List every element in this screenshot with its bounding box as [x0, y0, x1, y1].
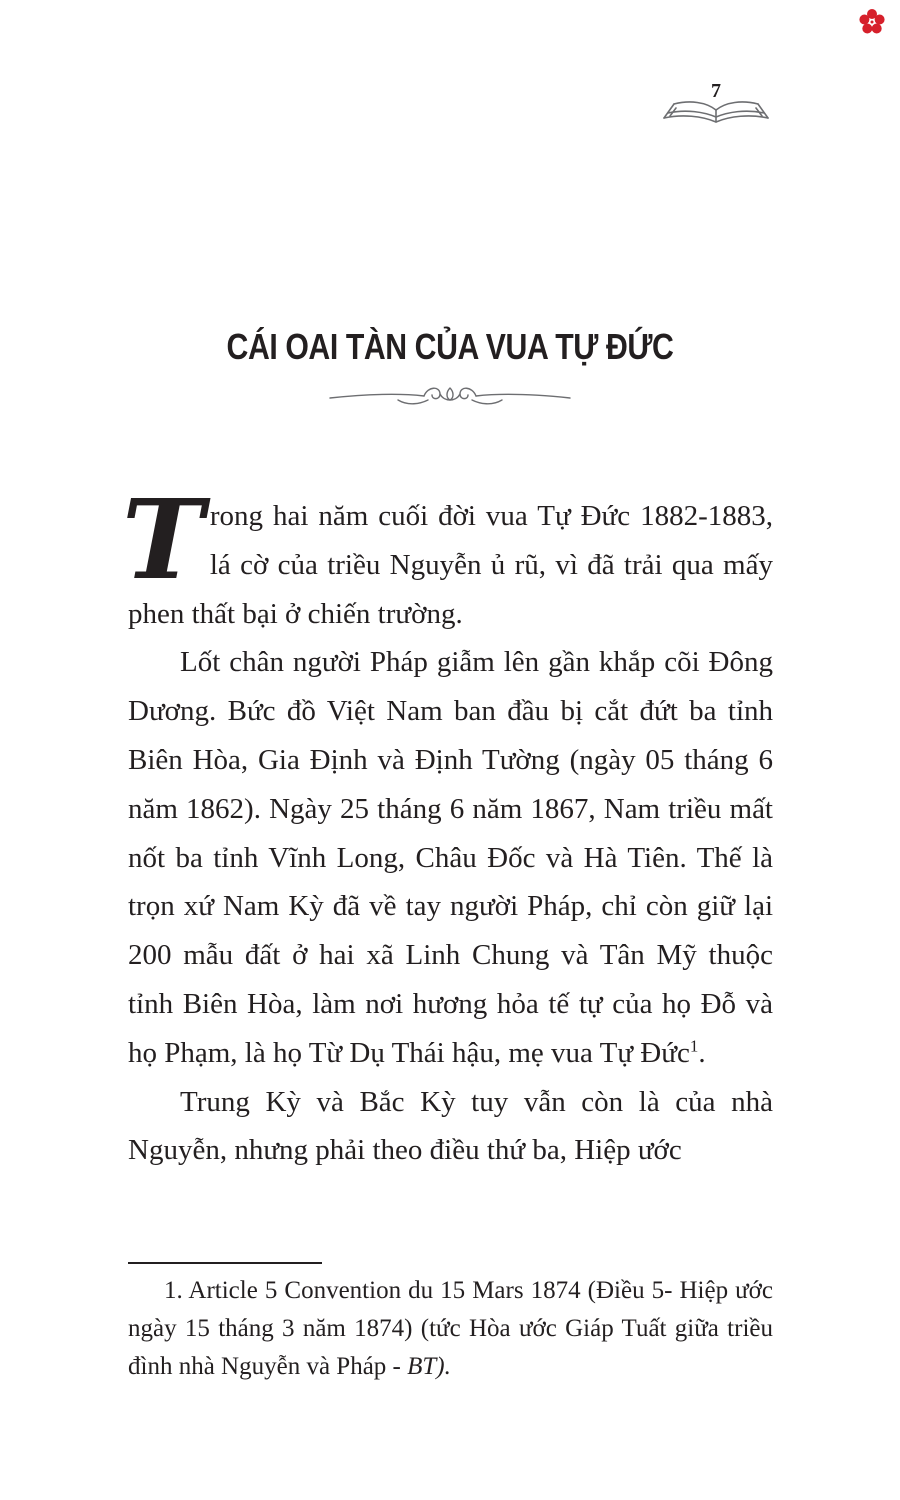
page-number: 7 [711, 80, 721, 102]
flourish-divider-icon [328, 380, 572, 412]
paragraph-3 [128, 1078, 773, 1176]
footnote-divider [128, 1262, 322, 1264]
drop-cap: T [122, 475, 204, 604]
paragraph-2-end: . [698, 1036, 706, 1069]
footnote-italic-suffix: BT). [407, 1353, 451, 1380]
paragraph-1 [122, 475, 773, 638]
paragraph-1-text: rong hai năm cuối đời vua Tự Đức 1882-1883, lá cờ của triều Nguyễn ủ rũ, vì đã trải qua mấy phen thất bại ở chiến trường. [128, 500, 773, 630]
chapter-title: CÁI OAI TÀN CỦA VUA TỰ ĐỨC [226, 326, 674, 367]
body-text [122, 475, 773, 1175]
paragraph-2 [128, 638, 773, 1077]
paragraph-3-text: Trung Kỳ và Bắc Kỳ tuy vẫn còn là của nhà Nguyễn, nhưng phải theo điều thứ ba, Hiệp ước [128, 1085, 773, 1167]
flower-icon [858, 8, 886, 36]
footnote [128, 1272, 773, 1386]
footnote-reference[interactable]: 1 [689, 1036, 699, 1056]
footnote-text: 1. Article 5 Convention du 15 Mars 1874 (Điều 5- Hiệp ước ngày 15 tháng 3 năm 1874) (tức Hòa ước Giáp Tuất giữa triều đình nhà Nguyễn và Pháp - [128, 1277, 773, 1380]
page-header [660, 72, 772, 128]
paragraph-2-text: Lốt chân người Pháp giẫm lên gần khắp cõi Đông Dương. Bức đồ Việt Nam ban đầu bị cắt đứt ba tỉnh Biên Hòa, Gia Định và Định Tường (ngày 05 tháng 6 năm 1862). Ngày 25 tháng 6 năm 1867, Nam triều mất nốt ba tỉnh Vĩnh Long, Châu Đốc và Hà Tiên. Thế là trọn xứ Nam Kỳ đã về tay người Pháp, chỉ còn giữ lại 200 mẫu đất ở hai xã Linh Chung và Tân Mỹ thuộc tỉnh Biên Hòa, làm nơi hương hỏa tế tự của họ Đỗ và họ Phạm, là họ Từ Dụ Thái hậu, mẹ vua Tự Đức [128, 646, 773, 1069]
